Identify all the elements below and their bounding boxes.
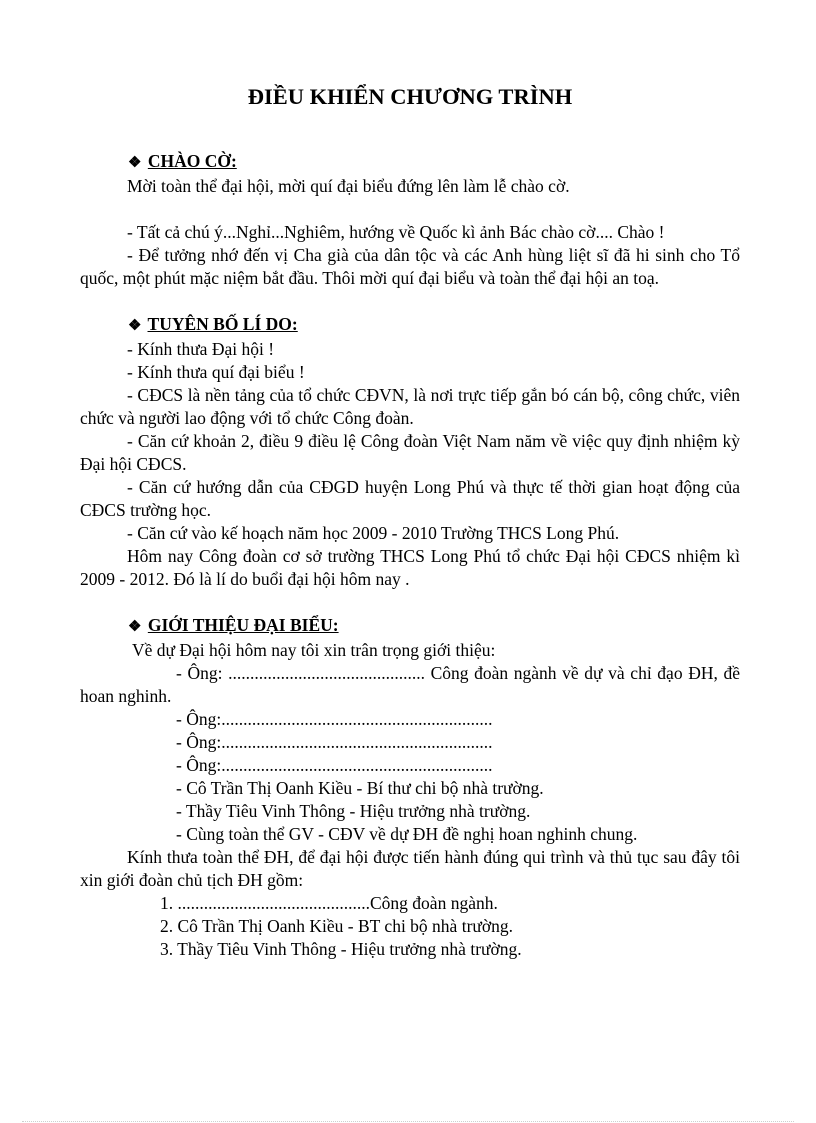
paragraph: Hôm nay Công đoàn cơ sở trường THCS Long Phú tổ chức Đại hội CĐCS nhiệm kì 2009 - 2012. Đó là lí do buổi đại hội hôm nay . (80, 546, 740, 589)
paragraph: - Kính thưa quí đại biểu ! (127, 362, 305, 382)
paragraph: - Căn cứ hướng dẫn của CĐGD huyện Long Phú và thực tế thời gian hoạt động của CĐCS trường học. (80, 477, 740, 520)
diamond-bullet-icon: ❖ (128, 318, 142, 334)
section-heading-text: CHÀO CỜ: (147, 151, 237, 171)
section-heading-text: TUYÊN BỐ LÍ DO: (147, 314, 298, 334)
guest-line: - Cùng toàn thể GV - CĐV về dự ĐH đề nghị hoan nghinh chung. (176, 824, 638, 844)
paragraph: - Căn cứ khoản 2, điều 9 điều lệ Công đoàn Việt Nam năm về việc quy định nhiệm kỳ Đại hội CĐCS. (80, 431, 740, 474)
list-item: 2. Cô Trần Thị Oanh Kiều - BT chi bộ nhà trường. (160, 916, 514, 936)
section-heading-reason (128, 313, 740, 338)
section-heading-flag-salute (128, 150, 740, 175)
presidium-list (80, 892, 740, 961)
guest-line: - Ông: ............................................. Công đoàn ngành về dự và chỉ đạo ĐH, đề hoan nghinh. (80, 663, 740, 706)
paragraph: Kính thưa toàn thể ĐH, để đại hội được tiến hành đúng qui trình và thủ tục sau đây tôi xin giới đoàn chủ tịch ĐH gồm: (80, 847, 740, 890)
guest-line: - Ông:.............................................................. (176, 732, 493, 752)
guest-line: - Ông:.............................................................. (176, 755, 493, 775)
paragraph: Về dự Đại hội hôm nay tôi xin trân trọng giới thiệu: (132, 640, 496, 660)
guest-line: - Cô Trần Thị Oanh Kiều - Bí thư chi bộ nhà trường. (176, 778, 544, 798)
page-title: ĐIỀU KHIỂN CHƯƠNG TRÌNH (247, 84, 573, 109)
paragraph: - CĐCS là nền tảng của tổ chức CĐVN, là nơi trực tiếp gắn bó cán bộ, công chức, viên chức và người lao động với tổ chức Công đoàn. (80, 385, 740, 428)
paragraph: Mời toàn thể đại hội, mời quí đại biểu đứng lên làm lễ chào cờ. (127, 176, 570, 196)
list-item: 3. Thầy Tiêu Vinh Thông - Hiệu trưởng nhà trường. (160, 939, 522, 959)
paragraph: - Tất cả chú ý...Nghỉ...Nghiêm, hướng về Quốc kì ảnh Bác chào cờ.... Chào ! (127, 222, 665, 242)
guest-line: - Thầy Tiêu Vinh Thông - Hiệu trưởng nhà trường. (176, 801, 531, 821)
guest-line: - Ông:.............................................................. (176, 709, 493, 729)
section-heading-text: GIỚI THIỆU ĐẠI BIỂU: (147, 615, 339, 635)
section-heading-guests (128, 614, 740, 639)
paragraph: - Kính thưa Đại hội ! (127, 339, 275, 359)
paragraph: - Để tưởng nhớ đến vị Cha già của dân tộc và các Anh hùng liệt sĩ đã hi sinh cho Tổ quốc, một phút mặc niệm bắt đầu. Thôi mời quí đại biểu và toàn thể đại hội an toạ. (80, 245, 740, 288)
page-bottom-divider (22, 1121, 794, 1122)
diamond-bullet-icon: ❖ (128, 155, 142, 171)
list-item: 1. ............................................Công đoàn ngành. (160, 893, 498, 913)
document-page (80, 82, 740, 961)
diamond-bullet-icon: ❖ (128, 619, 142, 635)
paragraph: - Căn cứ vào kế hoạch năm học 2009 - 2010 Trường THCS Long Phú. (127, 523, 620, 543)
